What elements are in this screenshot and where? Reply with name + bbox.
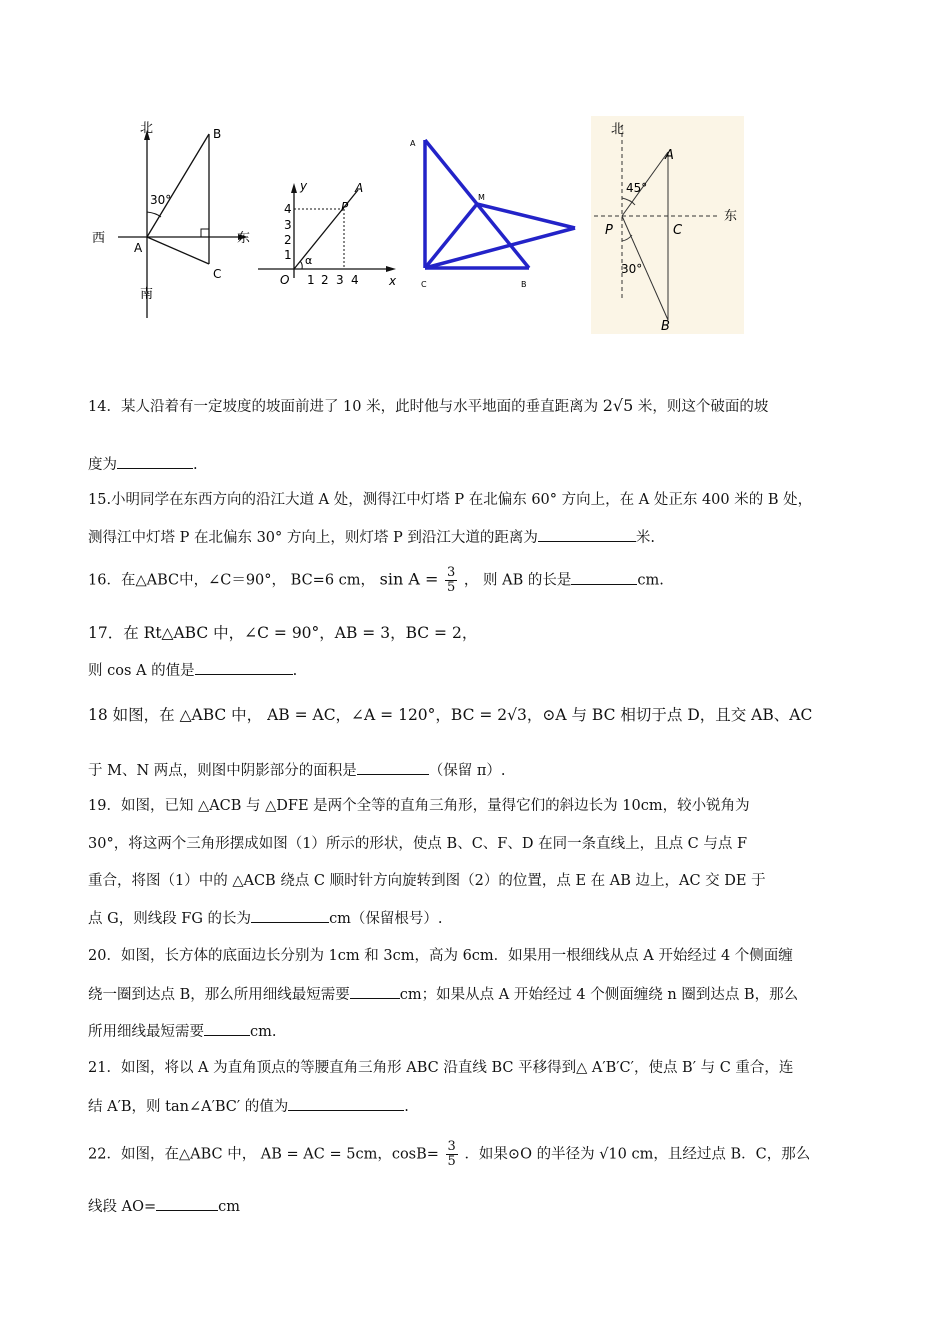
fig4-label-b: B xyxy=(661,319,670,334)
q19-answer-blank[interactable] xyxy=(251,908,329,923)
fig4-north: 北 xyxy=(611,122,625,137)
q17-line1: 17．在 Rt△ABC 中，∠C = 90°，AB = 3，BC = 2， xyxy=(88,624,478,642)
q14-line1: 14．某人沿着有一定坡度的坡面前进了 10 米，此时他与水平地面的垂直距离为 2√5 米，则这个破面的坡 xyxy=(88,396,769,415)
fig2-xtick-2: 2 xyxy=(321,273,329,287)
fig2-ytick-1: 1 xyxy=(284,248,292,262)
fig1-label-a: A xyxy=(134,241,143,255)
figure-1-compass-triangle xyxy=(90,118,260,328)
fig2-label-p: P xyxy=(341,200,349,214)
q22-line2: 线段 AO= cm xyxy=(88,1196,240,1217)
q18-line1: 18 如图，在 △ABC 中， AB = AC，∠A = 120°，BC = 2√3，⊙A 与 BC 相切于点 D，且交 AB、AC xyxy=(88,706,813,724)
q19-line2: 30°，将这两个三角形摆成如图（1）所示的形状，使点 B、C、F、D 在同一条直线上，且点 C 与点 F xyxy=(88,836,748,852)
fig4-label-p: P xyxy=(605,223,613,238)
fig2-y-label: y xyxy=(300,179,308,193)
figure-3-triangles xyxy=(405,130,585,300)
fig2-xtick-4: 4 xyxy=(351,273,359,287)
fig1-label-c: C xyxy=(213,267,222,281)
q22-line1: 22．如图，在△ABC 中， AB = AC = 5cm，cosB= $\frac{3}{5}$ ．如果⊙O 的半径为 √10 cm，且经过点 B．C，那么 xyxy=(88,1139,811,1169)
q14-answer-blank[interactable] xyxy=(117,454,193,469)
fig1-west: 西 xyxy=(92,231,106,246)
q20-line3: 所用细线最短需要 cm. xyxy=(88,1021,276,1042)
q20-line1: 20．如图，长方体的底面边长分别为 1cm 和 3cm，高为 6cm．如果用一根细线从点 A 开始经过 4 个侧面缠 xyxy=(88,948,793,964)
fig2-x-label: x xyxy=(389,274,397,288)
fig3-label-m: M xyxy=(478,193,485,202)
q21-line1: 21．如图，将以 A 为直角顶点的等腰直角三角形 ABC 沿直线 BC 平移得到△ A′B′C′，使点 B′ 与 C 重合，连 xyxy=(88,1060,794,1076)
q18-answer-blank[interactable] xyxy=(357,760,429,775)
fig2-alpha: α xyxy=(305,254,313,267)
fig1-north: 北 xyxy=(140,121,154,136)
q17-answer-blank[interactable] xyxy=(195,660,293,675)
fig3-label-a: A xyxy=(410,139,416,148)
fig1-south: 南 xyxy=(140,287,154,302)
fig3-label-c: C xyxy=(421,280,427,289)
fig1-label-b: B xyxy=(213,127,222,141)
q15-line1: 15.小明同学在东西方向的沿江大道 A 处，测得江中灯塔 P 在北偏东 60° 方向上，在 A 处正东 400 米的 B 处， xyxy=(88,492,813,508)
fig4-angle-30: 30° xyxy=(621,262,643,276)
q20-line2: 绕一圈到达点 B，那么所用细线最短需要 cm；如果从点 A 开始经过 4 个侧面缠绕 n 圈到达点 B，那么 xyxy=(88,984,798,1005)
q22-answer-blank[interactable] xyxy=(156,1196,218,1211)
fig4-label-a: A xyxy=(665,148,674,163)
q16-answer-blank[interactable] xyxy=(571,570,637,585)
q21-answer-blank[interactable] xyxy=(288,1096,404,1111)
q19-line1: 19．如图，已知 △ACB 与 △DFE 是两个全等的直角三角形，量得它们的斜边长为 10cm，较小锐角为 xyxy=(88,798,750,814)
fig4-angle-45: 45° xyxy=(626,181,648,195)
fig2-xtick-1: 1 xyxy=(307,273,315,287)
q20-answer-blank-2[interactable] xyxy=(204,1021,250,1036)
q17-line2: 则 cos A 的值是 . xyxy=(88,660,297,681)
q22-fraction: $\frac{3}{5}$ xyxy=(447,1139,456,1169)
fig2-xtick-3: 3 xyxy=(336,273,344,287)
fig1-east: 东 xyxy=(237,231,251,246)
q14-radical: 2√5 xyxy=(602,396,634,415)
fig4-east: 东 xyxy=(724,209,738,224)
fig2-ytick-4: 4 xyxy=(284,202,292,216)
q18-line2: 于 M、N 两点，则图中阴影部分的面积是 （保留 π）. xyxy=(88,760,506,781)
q16-fraction: $\frac{3}{5}$ xyxy=(447,565,456,595)
q19-line4: 点 G，则线段 FG 的长为 cm（保留根号）. xyxy=(88,908,443,929)
fig3-label-b: B xyxy=(521,280,527,289)
fig2-ytick-2: 2 xyxy=(284,233,292,247)
fig1-angle: 30° xyxy=(150,193,172,207)
figure-4-navigation xyxy=(591,116,744,334)
figure-2-coordinate xyxy=(255,178,400,290)
q15-answer-blank[interactable] xyxy=(538,527,636,542)
fig2-ytick-3: 3 xyxy=(284,218,292,232)
q19-line3: 重合，将图（1）中的 △ACB 绕点 C 顺时针方向旋转到图（2）的位置，点 E 在 AB 边上，AC 交 DE 于 xyxy=(88,873,766,889)
q15-line2: 测得江中灯塔 P 在北偏东 30° 方向上，则灯塔 P 到沿江大道的距离为 米. xyxy=(88,527,655,548)
fig4-label-c: C xyxy=(673,223,683,238)
q14-line2: 度为 . xyxy=(88,454,198,475)
fig2-label-a: A xyxy=(355,181,364,195)
figure-row xyxy=(0,0,950,345)
fig2-origin: O xyxy=(280,273,290,287)
q20-answer-blank-1[interactable] xyxy=(350,984,400,999)
q21-line2: 结 A′B，则 tan∠A′BC′ 的值为 . xyxy=(88,1096,409,1117)
q16-line: 16．在△ABC中，∠C＝90°， BC=6 cm， sin A = $\frac{3}{5}$ ， 则 AB 的长是 cm. xyxy=(88,565,664,595)
